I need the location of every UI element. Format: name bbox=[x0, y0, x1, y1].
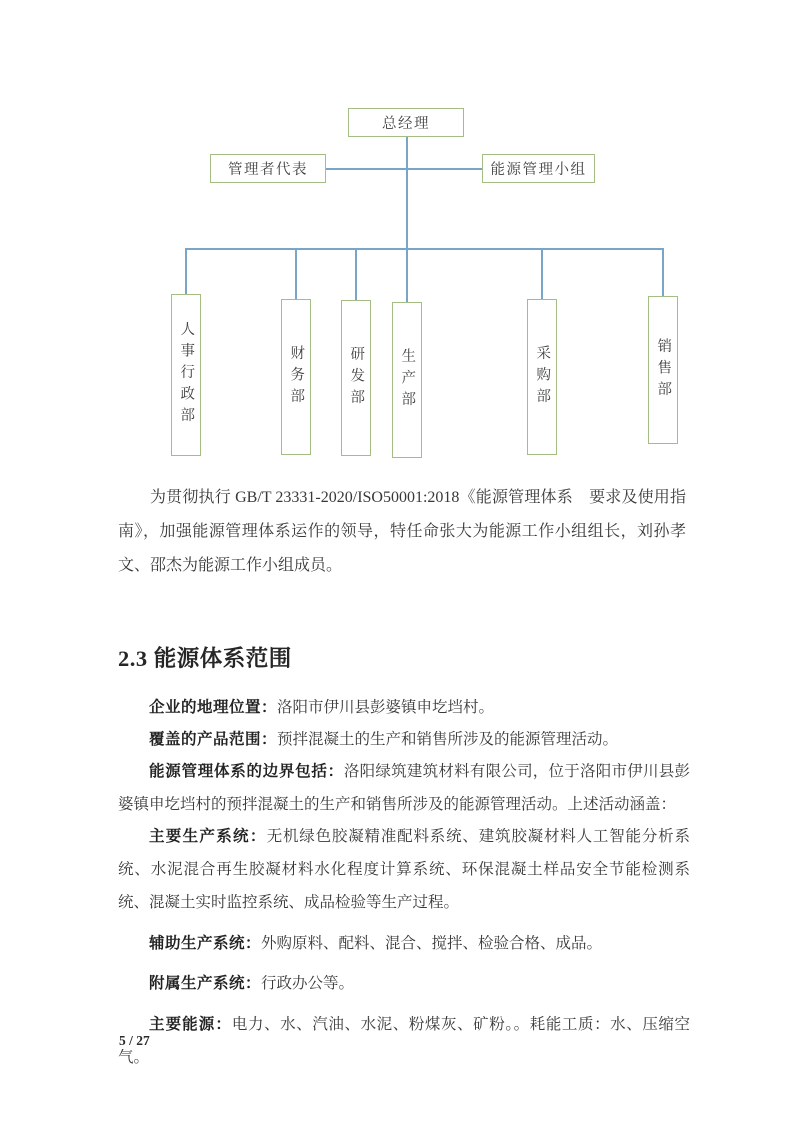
dept-box-hr-admin bbox=[171, 294, 201, 456]
dept-box-finance-label: 财务部 bbox=[288, 344, 305, 410]
node-management-rep bbox=[210, 154, 326, 183]
node-energy-team-label: 能源管理小组 bbox=[490, 162, 587, 178]
item-system-boundary-text: 洛阳绿筑建筑材料有限公司，位于洛阳市伊川县彭婆镇申圪垱村的预拌混凝土的生产和销售所涉及的能源管理活动。上述活动涵盖： bbox=[118, 763, 690, 813]
dept-box-hr-admin-label: 人事行政部 bbox=[178, 321, 195, 429]
item-main-production-system-label: 主要生产系统： bbox=[149, 828, 267, 845]
item-system-boundary bbox=[118, 755, 690, 821]
dept-box-purchasing-label: 采购部 bbox=[534, 344, 551, 410]
item-system-boundary-label: 能源管理体系的边界包括： bbox=[149, 763, 344, 780]
item-main-energy bbox=[118, 1008, 690, 1074]
node-energy-team bbox=[482, 154, 595, 183]
item-main-energy-text: 电力、水、汽油、水泥、粉煤灰、矿粉。。耗能工质：水、压缩空气。 bbox=[118, 1016, 690, 1066]
item-product-scope bbox=[118, 723, 690, 756]
dept-box-rnd-label: 研发部 bbox=[348, 345, 365, 411]
item-main-production-system bbox=[118, 820, 690, 919]
item-location-text: 洛阳市伊川县彭婆镇申圪垱村。 bbox=[277, 699, 495, 716]
dept-box-rnd bbox=[341, 300, 371, 456]
item-main-production-system-text: 无机绿色胶凝精准配料系统、建筑胶凝材料人工智能分析系统、水泥混合再生胶凝材料水化程度计算系统、环保混凝土样品安全节能检测系统、混凝土实时监控系统、成品检验等生产过程。 bbox=[118, 828, 690, 911]
node-general-manager bbox=[348, 108, 464, 137]
item-auxiliary-system-text: 外购原料、配料、混合、搅拌、检验合格、成品。 bbox=[261, 935, 603, 952]
connector-drop-5 bbox=[541, 248, 543, 300]
item-product-scope-label: 覆盖的产品范围： bbox=[149, 731, 278, 748]
intro-paragraph: 为贯彻执行 GB/T 23331-2020/ISO50001:2018《能源管理体系 要求及使用指南》，加强能源管理体系运作的领导，特任命张大为能源工作小组组长，刘孙孝文、邵杰为能源工作小组成员。 bbox=[118, 489, 686, 574]
item-location bbox=[118, 691, 690, 724]
intro-paragraph-block bbox=[118, 481, 686, 583]
connector-drop-3 bbox=[355, 248, 357, 301]
item-auxiliary-system bbox=[118, 927, 690, 960]
dept-box-sales-label: 销售部 bbox=[655, 337, 672, 403]
item-attached-system-text: 行政办公等。 bbox=[261, 975, 355, 992]
dept-box-sales bbox=[648, 296, 678, 444]
org-chart bbox=[0, 0, 800, 470]
dept-box-production bbox=[392, 302, 422, 458]
connector-center-vline bbox=[406, 136, 408, 302]
item-product-scope-text: 预拌混凝土的生产和销售所涉及的能源管理活动。 bbox=[277, 731, 619, 748]
item-attached-system bbox=[118, 967, 690, 1000]
section-heading: 2.3 能源体系范围 bbox=[118, 646, 292, 671]
page-number: 5 / 27 bbox=[119, 1033, 150, 1048]
dept-box-production-label: 生产部 bbox=[399, 347, 416, 413]
item-location-label: 企业的地理位置： bbox=[149, 699, 278, 716]
connector-drop-1 bbox=[185, 248, 187, 295]
connector-drop-6 bbox=[662, 248, 664, 297]
item-attached-system-label: 附属生产系统： bbox=[149, 975, 262, 992]
connector-mid-hline bbox=[326, 168, 482, 170]
item-main-energy-label: 主要能源： bbox=[149, 1016, 232, 1033]
item-auxiliary-system-label: 辅助生产系统： bbox=[149, 935, 262, 952]
dept-box-finance bbox=[281, 299, 311, 455]
connector-drop-2 bbox=[295, 248, 297, 300]
node-general-manager-label: 总经理 bbox=[382, 116, 430, 132]
connector-distribution-hline bbox=[185, 248, 664, 250]
dept-box-purchasing bbox=[527, 299, 557, 455]
node-management-rep-label: 管理者代表 bbox=[228, 162, 308, 178]
